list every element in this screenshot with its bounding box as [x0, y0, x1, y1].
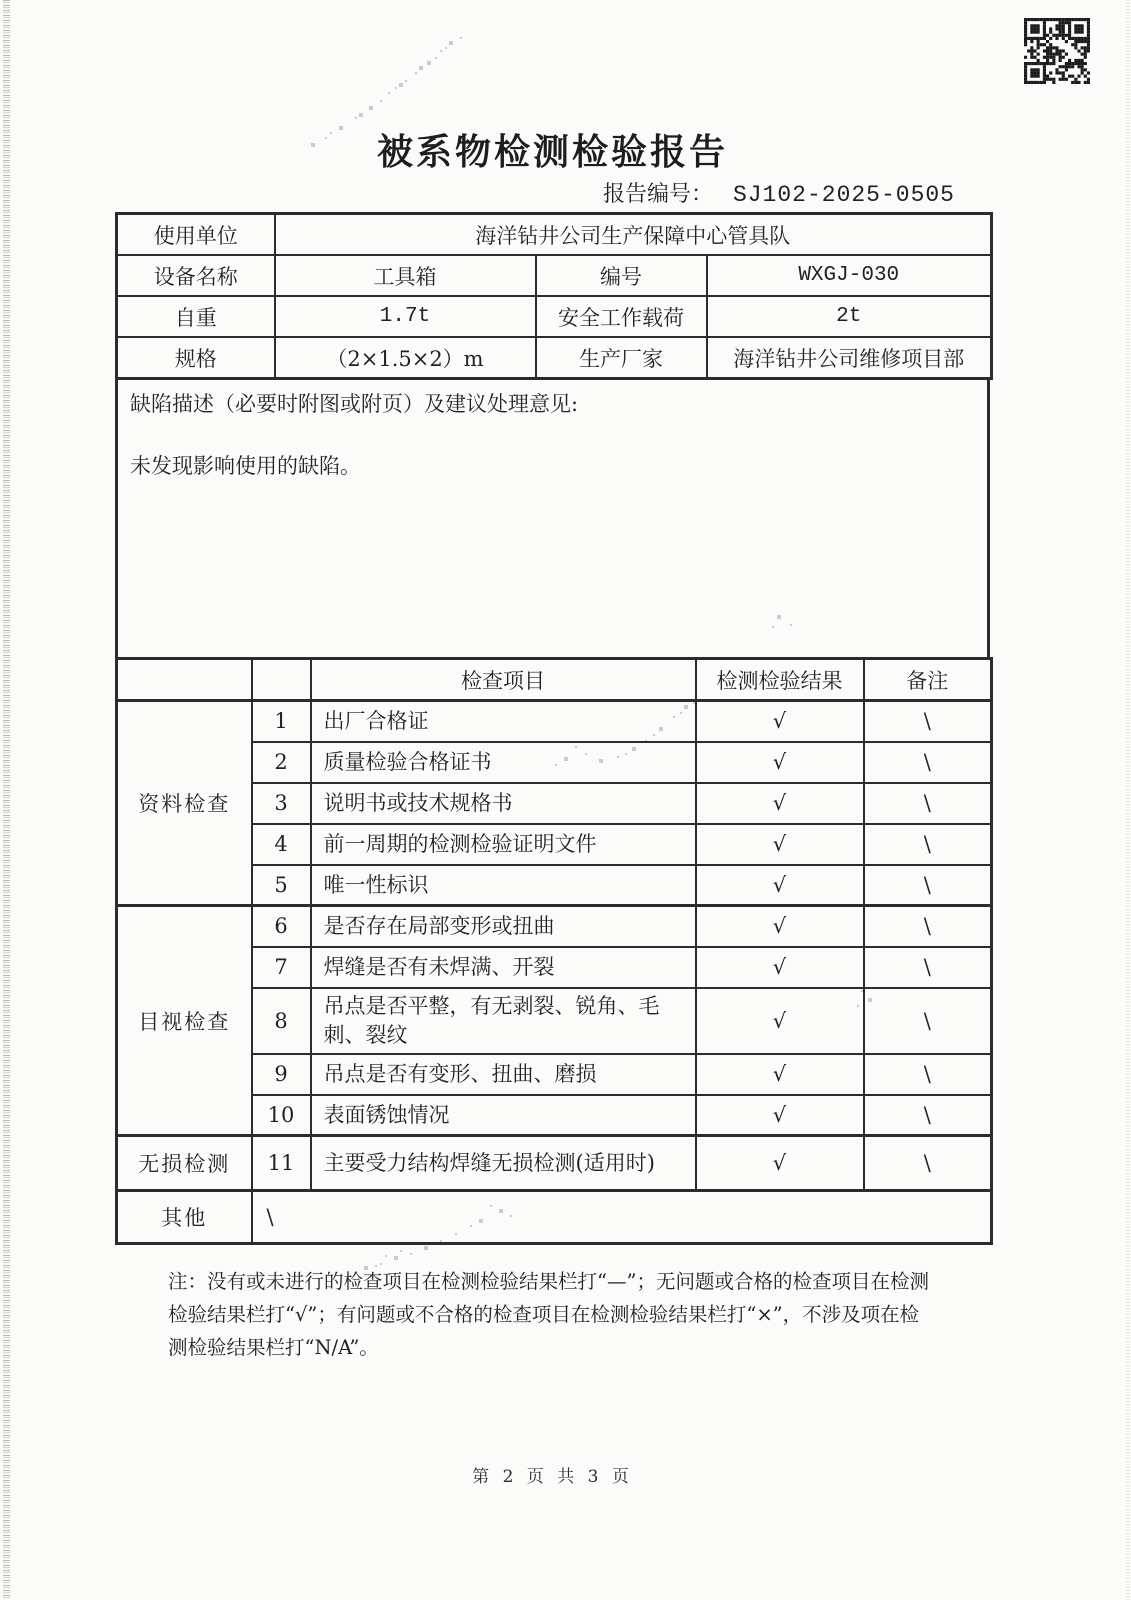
header-no-blank [252, 659, 311, 701]
row-no: 3 [252, 783, 311, 824]
footnote [168, 1266, 980, 1364]
row-result: √ [696, 988, 864, 1054]
row-result: √ [696, 1054, 864, 1095]
row-result: √ [696, 1095, 864, 1136]
row-item: 吊点是否有变形、扭曲、磨损 [311, 1054, 696, 1095]
row-remark: \ [864, 947, 992, 988]
row-no: 6 [252, 906, 311, 947]
row-remark: \ [864, 865, 992, 906]
field-value-manufacturer: 海洋钻井公司维修项目部 [707, 337, 992, 379]
equipment-info-table [115, 212, 993, 380]
row-remark: \ [864, 742, 992, 783]
row-result: √ [696, 947, 864, 988]
row-no: 7 [252, 947, 311, 988]
row-no: 1 [252, 701, 311, 742]
group-label-document-check: 资料检查 [117, 701, 252, 906]
row-remark: \ [864, 988, 992, 1054]
row-item: 出厂合格证 [311, 701, 696, 742]
header-check-item: 检查项目 [311, 659, 696, 701]
row-no: 5 [252, 865, 311, 906]
row-no: 11 [252, 1136, 311, 1191]
row-no: 10 [252, 1095, 311, 1136]
field-label-serial-no: 编号 [536, 255, 707, 296]
row-remark: \ [864, 1054, 992, 1095]
report-number-value: SJ102-2025-0505 [732, 182, 955, 208]
row-result: √ [696, 1136, 864, 1191]
field-label-self-weight: 自重 [117, 296, 275, 337]
defect-description-finding: 未发现影响使用的缺陷。 [130, 454, 361, 478]
header-remark: 备注 [864, 659, 992, 701]
other-value: \ [252, 1191, 992, 1244]
field-label-device-name: 设备名称 [117, 255, 275, 296]
field-value-self-weight: 1.7t [275, 296, 536, 337]
field-label-spec: 规格 [117, 337, 275, 379]
table-row [117, 296, 992, 337]
row-remark: \ [864, 701, 992, 742]
report-number-label: 报告编号： [602, 182, 713, 207]
inspection-table [115, 657, 993, 1245]
row-item: 是否存在局部变形或扭曲 [311, 906, 696, 947]
field-label-manufacturer: 生产厂家 [536, 337, 707, 379]
row-result: √ [696, 742, 864, 783]
defect-description-heading: 缺陷描述（必要时附图或附页）及建议处理意见: [130, 392, 579, 416]
row-result: √ [696, 824, 864, 865]
table-row [117, 906, 992, 947]
group-label-visual-check: 目视检查 [117, 906, 252, 1136]
row-remark: \ [864, 906, 992, 947]
inspection-header-row [117, 659, 992, 701]
row-result: √ [696, 906, 864, 947]
row-remark: \ [864, 824, 992, 865]
field-value-user-unit: 海洋钻井公司生产保障中心管具队 [275, 214, 992, 256]
footnote-line: 检验结果栏打“√”；有问题或不合格的检查项目在检测检验结果栏打“×”，不涉及项在检 [168, 1302, 920, 1326]
row-remark: \ [864, 1095, 992, 1136]
table-row [117, 214, 992, 256]
table-row [117, 701, 992, 742]
row-item: 表面锈蚀情况 [311, 1095, 696, 1136]
row-item: 前一周期的检测检验证明文件 [311, 824, 696, 865]
row-item: 说明书或技术规格书 [311, 783, 696, 824]
field-value-spec: （2×1.5×2）m [275, 337, 536, 379]
header-result: 检测检验结果 [696, 659, 864, 701]
scan-edge-left [3, 0, 10, 1600]
page-number: 第 2 页 共 3 页 [472, 1467, 633, 1487]
row-item: 唯一性标识 [311, 865, 696, 906]
row-item: 质量检验合格证书 [311, 742, 696, 783]
header-group-blank [117, 659, 252, 701]
group-label-other: 其他 [117, 1191, 252, 1244]
row-item: 主要受力结构焊缝无损检测(适用时) [311, 1136, 696, 1191]
page-title: 被系物检测检验报告 [376, 131, 728, 173]
report-number-line [115, 177, 990, 208]
row-item: 焊缝是否有未焊满、开裂 [311, 947, 696, 988]
field-label-safe-working-load: 安全工作载荷 [536, 296, 707, 337]
row-result: √ [696, 865, 864, 906]
row-result: √ [696, 701, 864, 742]
row-item: 吊点是否平整，有无剥裂、锐角、毛刺、裂纹 [311, 988, 696, 1054]
field-value-serial-no: WXGJ-030 [707, 255, 992, 296]
row-remark: \ [864, 783, 992, 824]
row-no: 2 [252, 742, 311, 783]
row-remark: \ [864, 1136, 992, 1191]
field-value-device-name: 工具箱 [275, 255, 536, 296]
field-label-user-unit: 使用单位 [117, 214, 275, 256]
scan-artifact [300, 32, 302, 34]
scan-edge-right [1126, 0, 1130, 1600]
row-no: 8 [252, 988, 311, 1054]
footnote-line: 测检验结果栏打“N/A”。 [168, 1335, 379, 1359]
row-no: 9 [252, 1054, 311, 1095]
table-row [117, 255, 992, 296]
qr-code-icon [1024, 18, 1090, 84]
footnote-line: 注：没有或未进行的检查项目在检测检验结果栏打“—”；无问题或合格的检查项目在检测 [168, 1270, 929, 1293]
table-row [117, 1136, 992, 1191]
field-value-safe-working-load: 2t [707, 296, 992, 337]
row-result: √ [696, 783, 864, 824]
defect-description-section [115, 378, 990, 657]
table-row [117, 337, 992, 379]
row-no: 4 [252, 824, 311, 865]
group-label-ndt: 无损检测 [117, 1136, 252, 1191]
table-row [117, 1191, 992, 1244]
